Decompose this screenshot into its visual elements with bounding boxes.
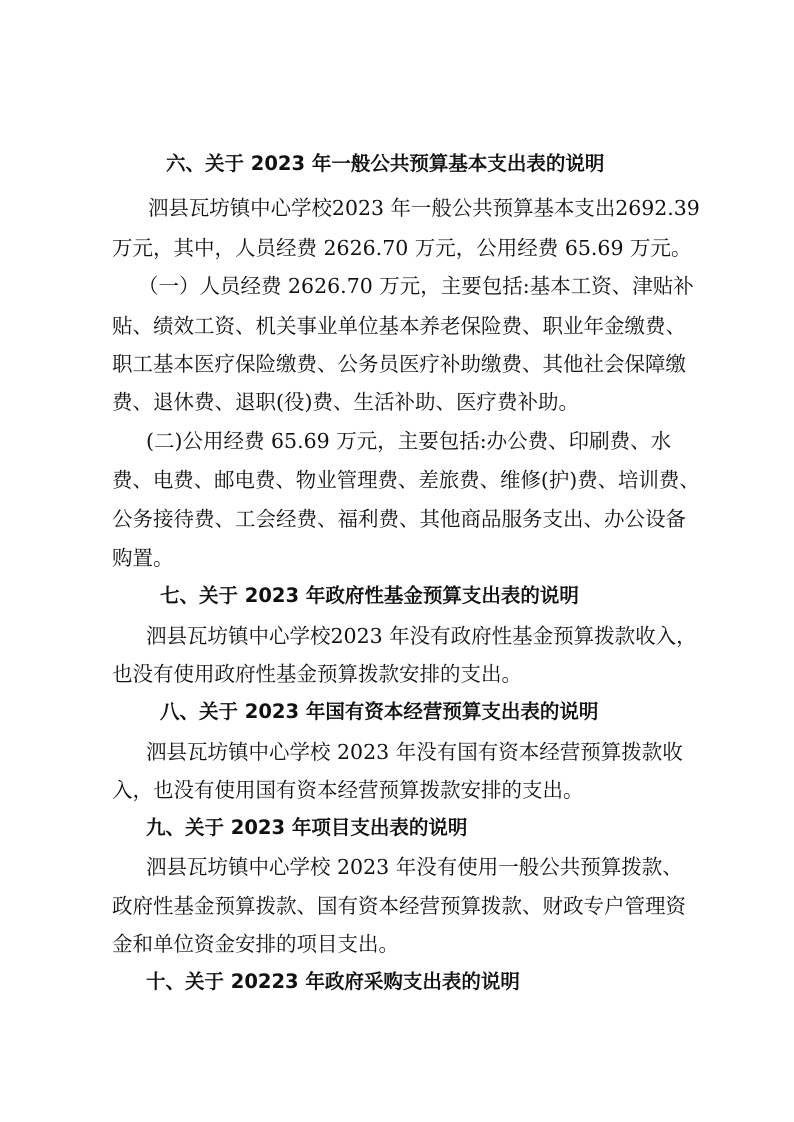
section-8-para-line-1: 泗县瓦坊镇中心学校 2023 年没有国有资本经营预算拨款收 (146, 740, 683, 764)
section-6-para-1-line-1: 泗县瓦坊镇中心学校2023 年一般公共预算基本支出2692.39 (148, 196, 700, 220)
section-6-heading: 六、关于 2023 年一般公共预算基本支出表的说明 (166, 152, 605, 175)
section-6-para-2-line-2: 贴、绩效工资、机关事业单位基本养老保险费、职业年金缴费、 (112, 314, 686, 338)
section-6-para-1-line-2: 万元，其中，人员经费 2626.70 万元，公用经费 65.69 万元。 (112, 236, 692, 260)
section-8-heading: 八、关于 2023 年国有资本经营预算支出表的说明 (160, 700, 599, 723)
section-6-para-3-line-2: 费、电费、邮电费、物业管理费、差旅费、维修(护)费、培训费、 (112, 468, 700, 492)
section-10-heading: 十、关于 20223 年政府采购支出表的说明 (146, 970, 520, 993)
section-6-para-3-line-3: 公务接待费、工会经费、福利费、其他商品服务支出、办公设备 (112, 507, 686, 531)
section-8-para-line-2: 入，也没有使用国有资本经营预算拨款安排的支出。 (112, 778, 584, 802)
section-9-heading: 九、关于 2023 年项目支出表的说明 (146, 816, 468, 839)
section-6-para-3-line-1: (二)公用经费 65.69 万元，主要包括:办公费、印刷费、水 (146, 429, 672, 453)
section-7-para-line-2: 也没有使用政府性基金预算拨款安排的支出。 (112, 662, 522, 686)
section-7-para-line-1: 泗县瓦坊镇中心学校2023 年没有政府性基金预算拨款收入， (146, 624, 697, 648)
section-6-para-2-line-1: （一）人员经费 2626.70 万元，主要包括:基本工资、津贴补 (138, 274, 694, 298)
section-6-para-2-line-4: 费、退休费、退职(役)费、生活补助、医疗费补助。 (112, 390, 579, 414)
section-9-para-line-3: 金和单位资金安排的项目支出。 (112, 932, 399, 956)
section-7-heading: 七、关于 2023 年政府性基金预算支出表的说明 (160, 584, 579, 607)
section-9-para-line-1: 泗县瓦坊镇中心学校 2023 年没有使用一般公共预算拨款、 (146, 855, 683, 879)
section-6-para-2-line-3: 职工基本医疗保险缴费、公务员医疗补助缴费、其他社会保障缴 (112, 352, 686, 376)
section-6-para-3-line-4: 购置。 (112, 546, 174, 570)
section-9-para-line-2: 政府性基金预算拨款、国有资本经营预算拨款、财政专户管理资 (112, 894, 686, 918)
